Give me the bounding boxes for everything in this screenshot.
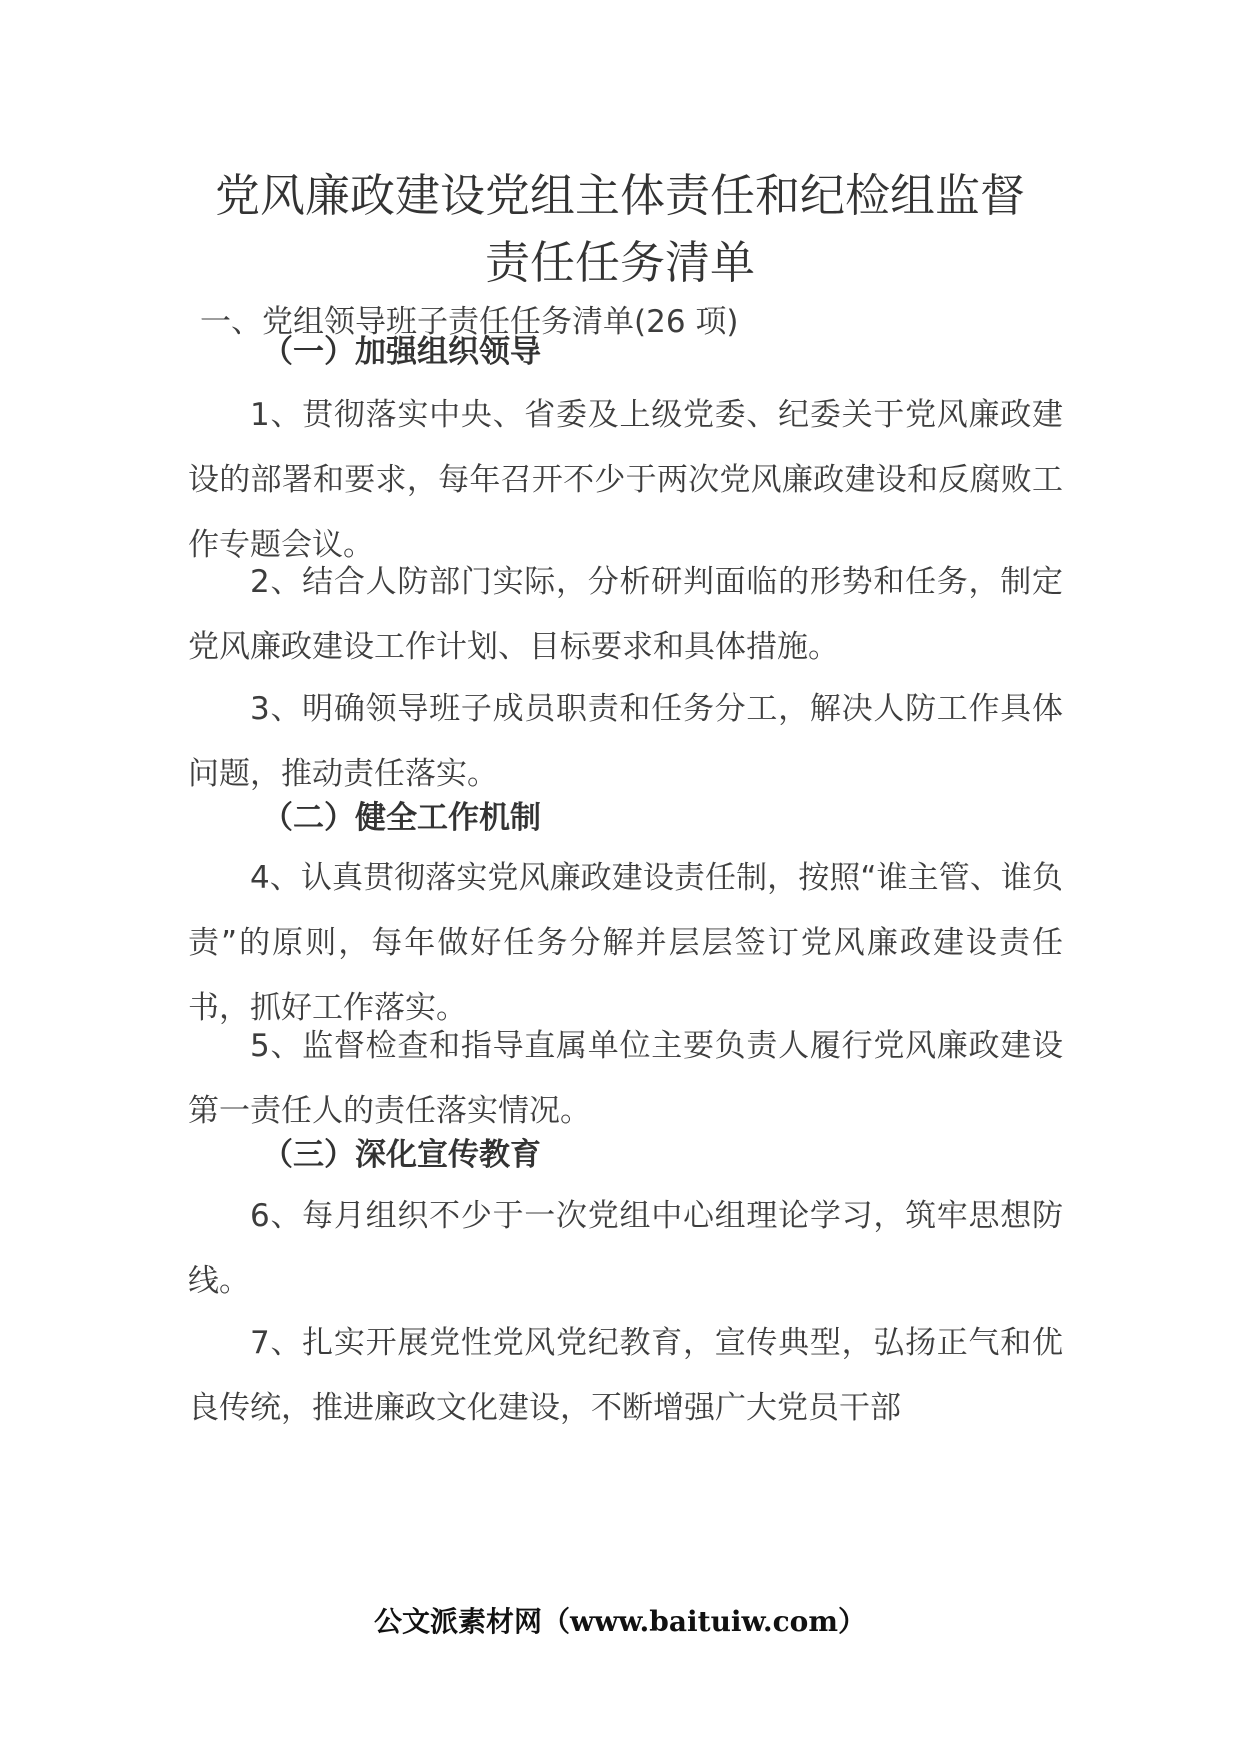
subsection-heading-2: （二）健全工作机制 [262,800,541,836]
list-item-5: 5、监督检查和指导直属单位主要负责人履行党风廉政建设第一责任人的责任落实情况。 [188,1028,1063,1129]
list-item-4: 4、认真贯彻落实党风廉政建设责任制，按照“谁主管、谁负责”的原则，每年做好任务分解并层层签订党风廉政建设责任书，抓好工作落实。 [188,860,1063,1026]
subsection-heading-1: （一）加强组织领导 [262,334,541,370]
list-item-3: 3、明确领导班子成员职责和任务分工，解决人防工作具体问题，推动责任落实。 [188,691,1063,792]
subsection-heading-3: （三）深化宣传教育 [262,1137,541,1173]
list-item-6: 6、每月组织不少于一次党组中心组理论学习，筑牢思想防线。 [188,1198,1063,1299]
document-title-line-2: 责任任务清单 [484,236,755,289]
footer-watermark: 公文派素材网（www.baituiw.com） [374,1605,866,1638]
document-title-line-1: 党风廉政建设党组主体责任和纪检组监督 [214,169,1025,222]
section-heading: 一、党组领导班子责任任务清单(26 项) [200,304,739,340]
list-item-7: 7、扎实开展党性党风党纪教育，宣传典型，弘扬正气和优良传统，推进廉政文化建设，不断增强广大党员干部 [188,1325,1063,1426]
list-item-2: 2、结合人防部门实际，分析研判面临的形势和任务，制定党风廉政建设工作计划、目标要求和具体措施。 [188,564,1063,665]
list-item-1: 1、贯彻落实中央、省委及上级党委、纪委关于党风廉政建设的部署和要求，每年召开不少于两次党风廉政建设和反腐败工作专题会议。 [188,397,1063,563]
